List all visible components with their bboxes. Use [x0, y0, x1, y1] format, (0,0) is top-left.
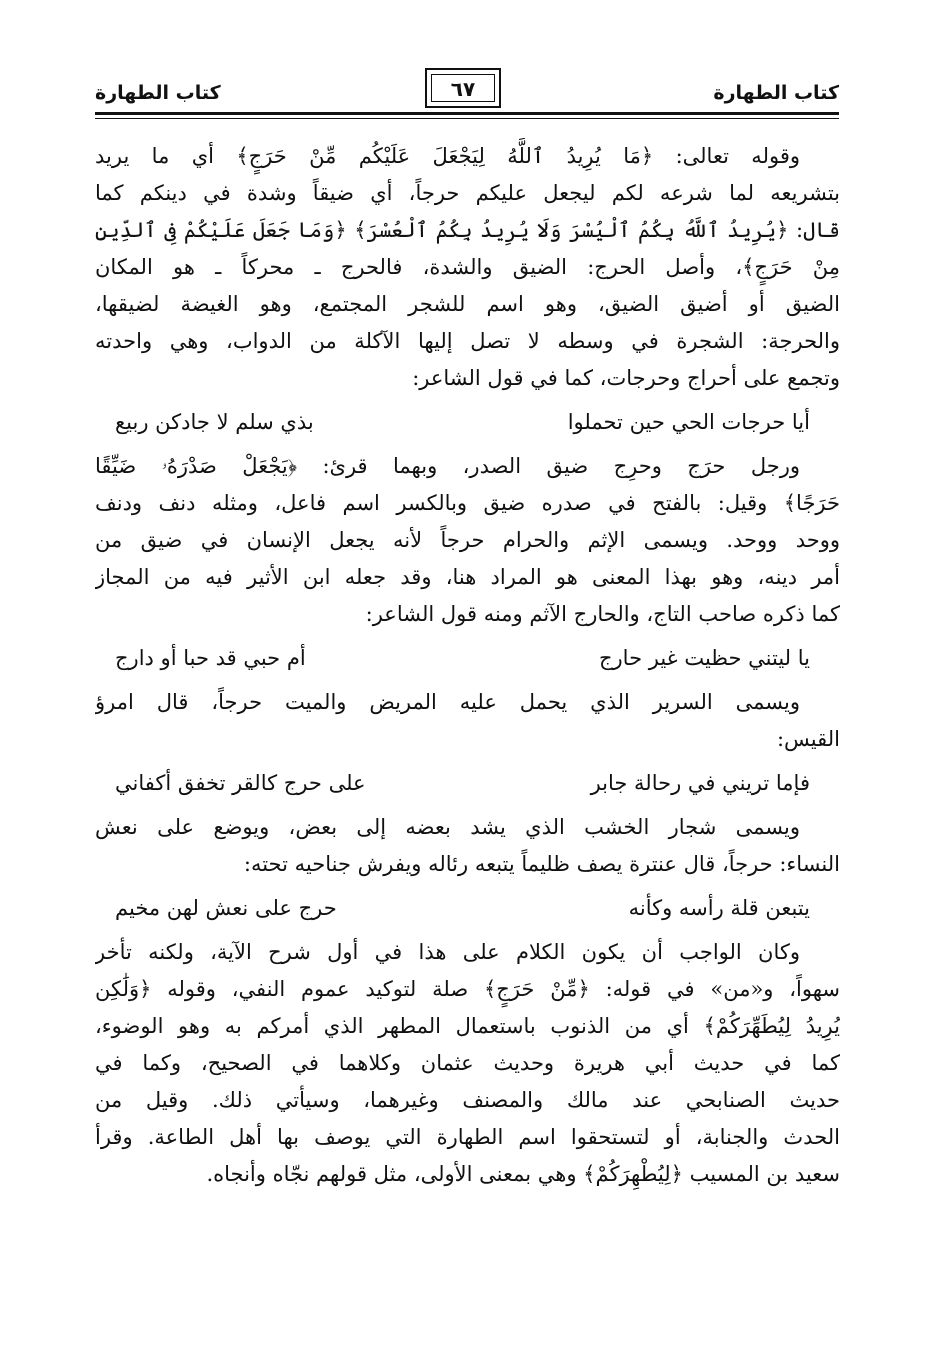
header-rule-thick	[95, 112, 839, 115]
text-line: ويسمى شجار الخشب الذي يشد بعضه إلى بعض، ويوضع على نعش	[95, 815, 800, 839]
text-line: كما في حديث أبي هريرة وحديث عثمان وكلاهما في الصحيح، وكما في	[95, 1051, 840, 1075]
verse-line	[95, 397, 840, 448]
text-line: حديث الصنابحي عند مالك والمصنف وغيرهما، وسيأتي ذلك. وقيل من	[95, 1088, 840, 1112]
running-title-right: كتاب الطهارة	[713, 82, 839, 104]
verse-line	[95, 633, 840, 684]
page-body	[95, 138, 840, 1193]
page-number-frame	[425, 68, 501, 108]
verse-line	[95, 758, 840, 809]
verse-first-hemistich: يتبعن قلة رأسه وكأنه	[628, 896, 810, 920]
text-line: وتجمع على أحراج وحرجات، كما في قول الشاعر:	[412, 366, 840, 390]
verse-second-hemistich: بذي سلم لا جادكن ربيع	[115, 410, 314, 434]
text-line: قال: ﴿يُرِيدُ ٱللَّهُ بِكُمُ ٱلْيُسْرَ وَلَا يُرِيدُ بِكُمُ ٱلْعُسْرَ﴾ ﴿وَمَا جَعَلَ عَلَيْكُمْ فِى ٱلدِّينِ	[95, 218, 840, 242]
text-line: القيس:	[776, 727, 840, 751]
verse-second-hemistich: حرج على نعش لهن مخيم	[115, 896, 337, 920]
text-line: يُرِيدُ لِيُطَهِّرَكُمْ﴾ أي من الذنوب باستعمال المطهر الذي أمركم به وهو الوضوء،	[95, 1014, 840, 1038]
verse-first-hemistich: فإما تريني في رحالة جابر	[590, 771, 810, 795]
verse-first-hemistich: أيا حرجات الحي حين تحملوا	[567, 410, 810, 434]
verse-line	[95, 883, 840, 934]
running-title-left: كتاب الطهارة	[95, 82, 221, 104]
text-line: مِنْ حَرَجٍ﴾، وأصل الحرج: الضيق والشدة، فالحرج ـ محركاً ـ هو المكان	[95, 255, 840, 279]
text-line: حَرَجًا﴾ وقيل: بالفتح في صدره ضيق وبالكسر اسم فاعل، ومثله دنف ودنف	[95, 491, 840, 515]
text-line: كما ذكره صاحب التاج، والحارج الآثم ومنه قول الشاعر:	[365, 602, 840, 626]
running-header	[95, 62, 839, 120]
text-line: الحدث والجنابة، أو لتستحقوا اسم الطهارة التي يوصف بها أهل الطاعة. وقرأ	[95, 1125, 840, 1149]
header-rule-thin	[95, 118, 839, 119]
text-line: ووحد ووحد. ويسمى الإثم والحرام حرجاً لأنه يجعل الإنسان في ضيق من	[95, 528, 840, 552]
verse-second-hemistich: على حرج كالقر تخفق أكفاني	[115, 771, 366, 795]
text-line: والحرجة: الشجرة في وسطه لا تصل إليها الآكلة من الدواب، وهي واحدته	[95, 329, 840, 353]
text-line: ويسمى السرير الذي يحمل عليه المريض والميت حرجاً، قال امرؤ	[95, 690, 800, 714]
verse-second-hemistich: أم حبي قد حبا أو دارج	[115, 646, 306, 670]
text-line: النساء: حرجاً، قال عنترة يصف ظليماً يتبعه رئاله ويفرش جناحيه تحته:	[243, 852, 840, 876]
text-line: بتشريعه لما شرعه لكم ليجعل عليكم حرجاً، أي ضيقاً وشدة في دينكم كما	[95, 181, 840, 205]
text-line: الضيق أو أضيق الضيق، وهو اسم للشجر المجتمع، وهو الغيضة لضيقها،	[95, 292, 840, 316]
text-line: وكان الواجب أن يكون الكلام على هذا في أول شرح الآية، ولكنه تأخر	[95, 940, 800, 964]
verse-first-hemistich: يا ليتني حظيت غير حارج	[598, 646, 810, 670]
text-line: سهواً، و«من» في قوله: ﴿مِّنْ حَرَجٍ﴾ صلة لتوكيد عموم النفي، وقوله ﴿وَلَٰكِن	[95, 977, 840, 1001]
text-line: ورجل حرَج وحرِج ضيق الصدر، وبهما قرئ: ﴿يَجْعَلْ صَدْرَهُۥ ضَيِّقًا	[95, 454, 800, 478]
text-line: وقوله تعالى: ﴿مَا يُرِيدُ ٱللَّهُ لِيَجْعَلَ عَلَيْكُم مِّنْ حَرَجٍ﴾ أي ما يريد	[95, 144, 800, 168]
text-line: أمر دينه، وهو بهذا المعنى هو المراد هنا، وقد جعله ابن الأثير فيه من المجاز	[95, 565, 840, 589]
text-line: سعيد بن المسيب ﴿لِيُطْهِرَكُمْ﴾ وهي بمعنى الأولى، مثل قولهم نجّاه وأنجاه.	[206, 1162, 840, 1186]
page-number: ٦٧	[450, 77, 476, 101]
